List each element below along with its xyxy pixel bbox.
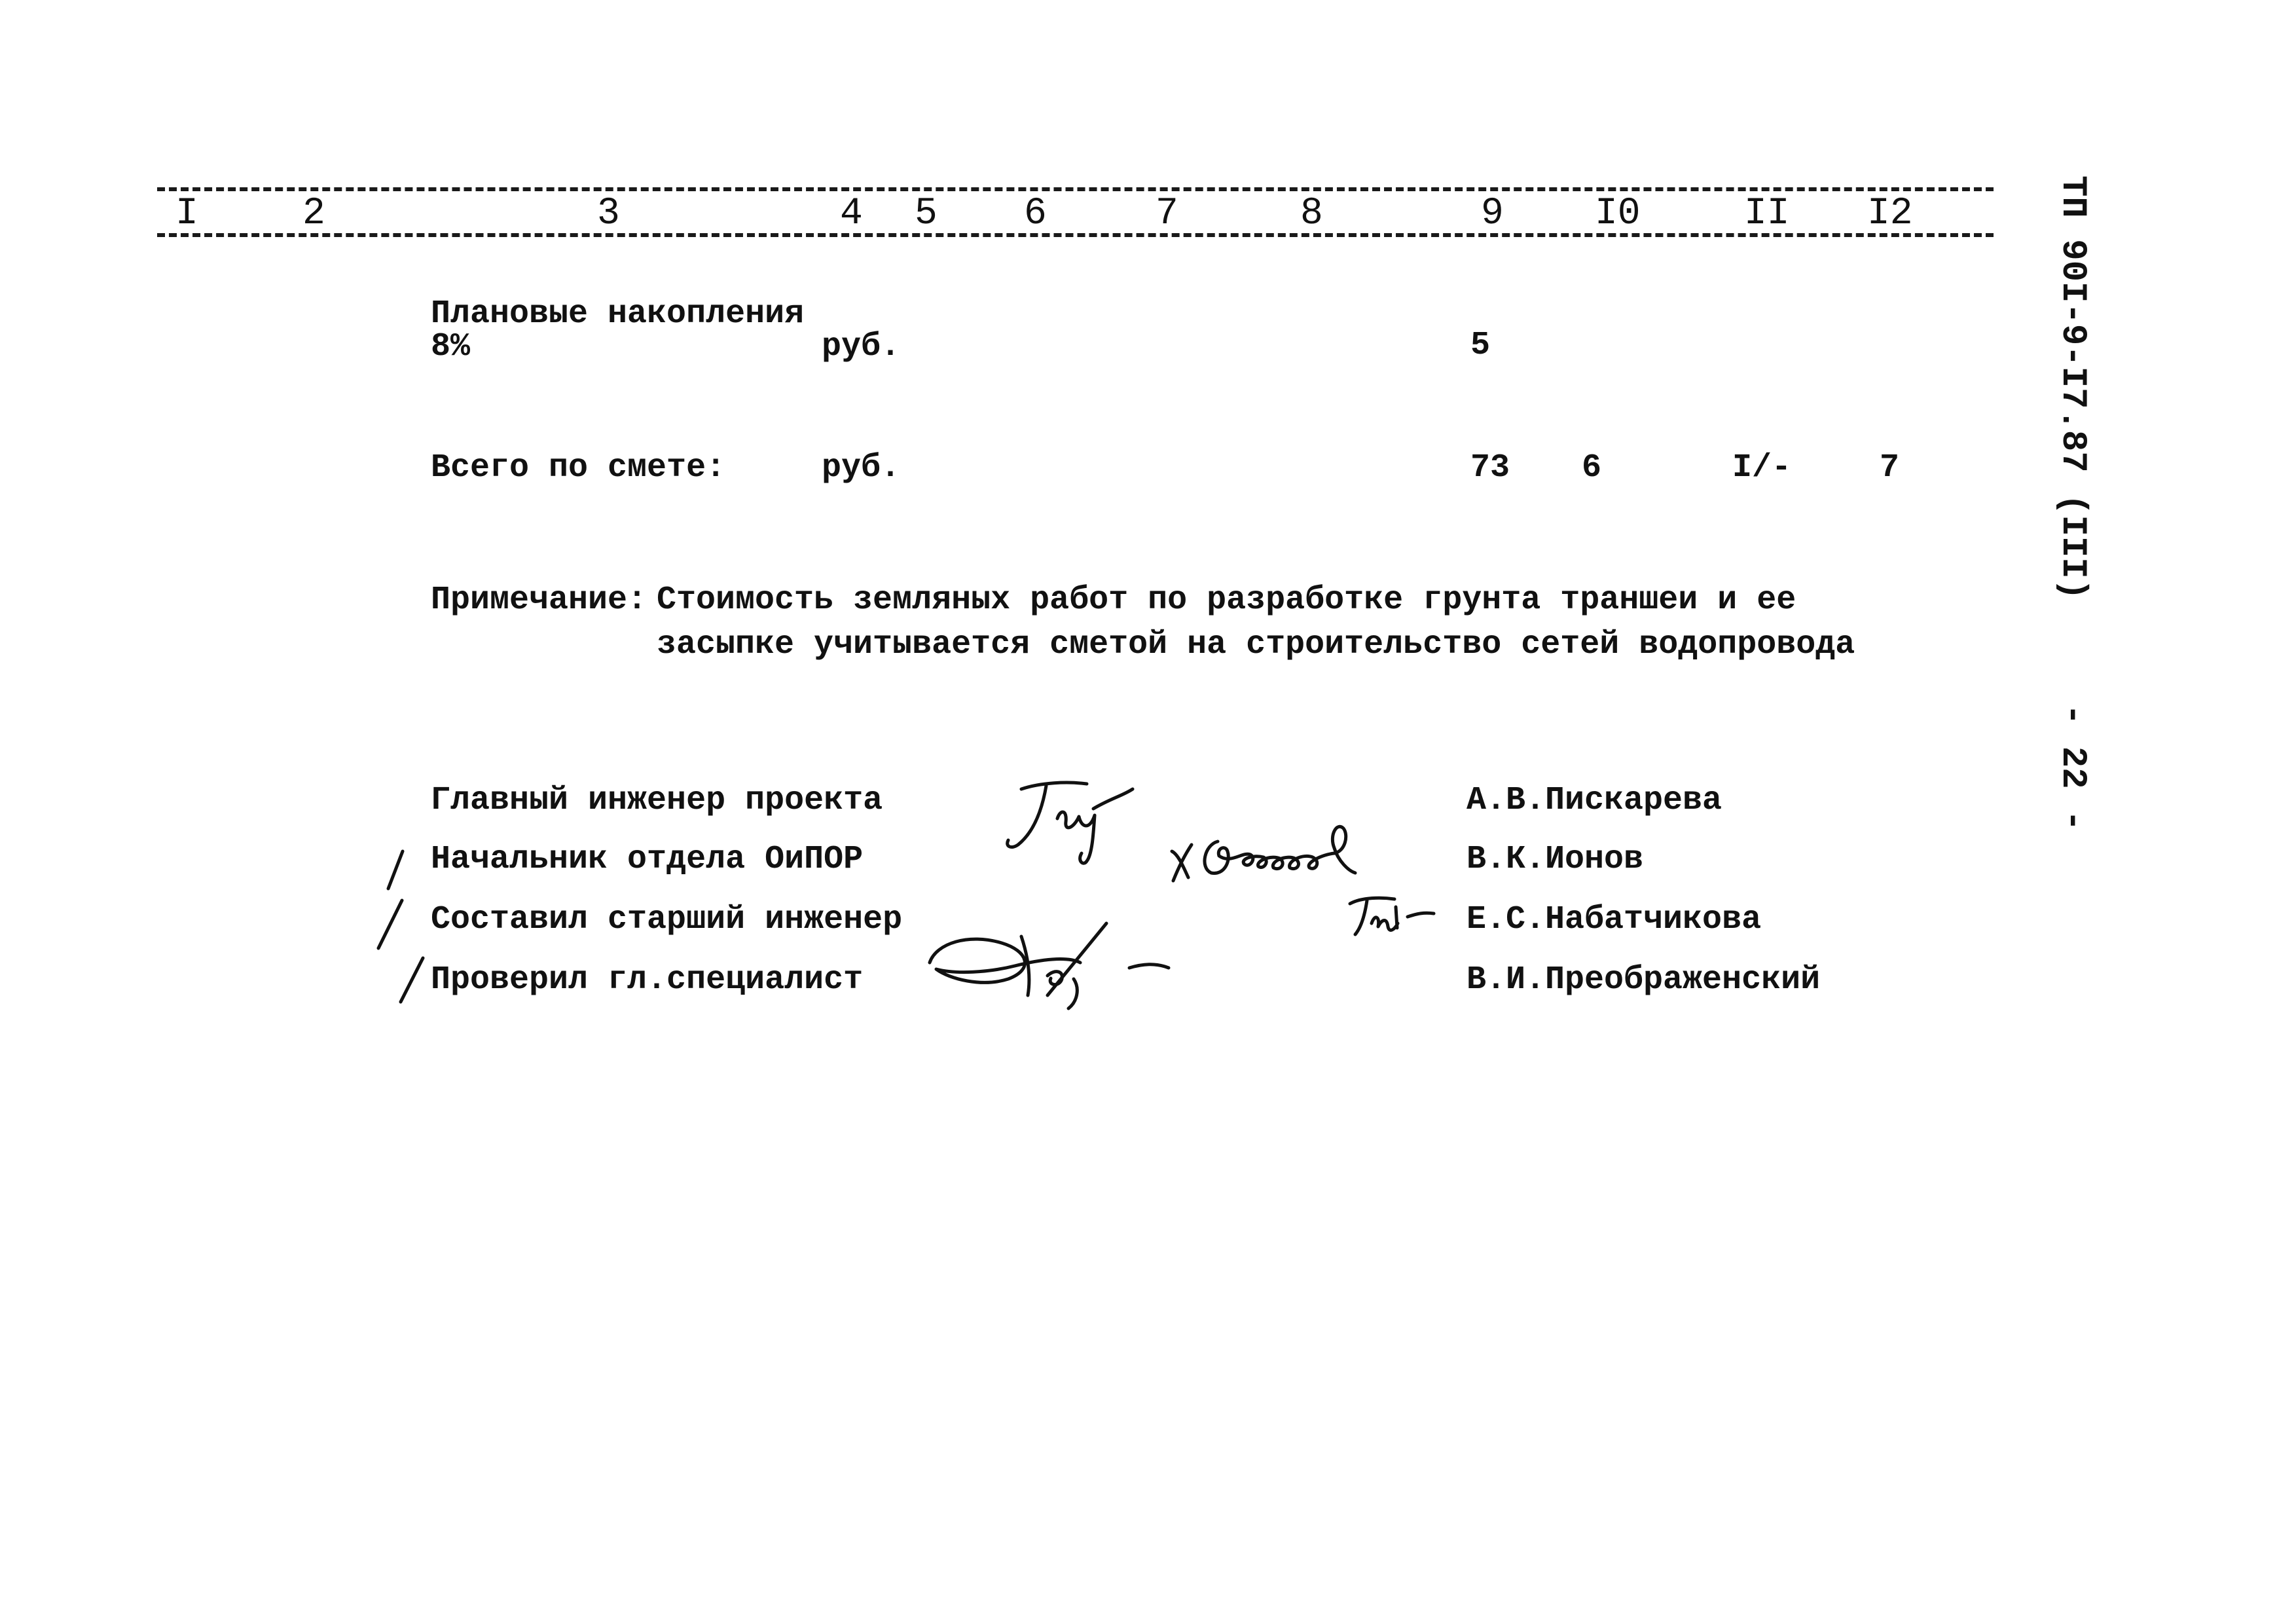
column-number: 2 bbox=[302, 193, 325, 235]
note-line-1: Стоимость земляных работ по разработке грунта траншеи и ее bbox=[657, 581, 1796, 619]
check-mark-icon bbox=[374, 897, 407, 953]
signature-name: А.В.Пискарева bbox=[1467, 782, 1722, 819]
signature-name: В.И.Преображенский bbox=[1467, 961, 1821, 999]
total-col10-value: 6 bbox=[1582, 449, 1602, 487]
column-number: 8 bbox=[1300, 193, 1323, 235]
column-number: 5 bbox=[915, 193, 938, 235]
signature-chief-engineer bbox=[995, 769, 1139, 868]
column-number: II bbox=[1744, 193, 1790, 235]
check-mark-icon bbox=[383, 848, 409, 894]
total-col9-value: 73 bbox=[1470, 449, 1510, 487]
signature-position: Главный инженер проекта bbox=[431, 782, 883, 819]
planned-col9-value: 5 bbox=[1470, 327, 1491, 364]
check-mark-icon bbox=[397, 955, 429, 1007]
column-number: 7 bbox=[1156, 193, 1178, 235]
page-number: - 22 - bbox=[2052, 704, 2092, 832]
header-top-rule bbox=[157, 187, 1994, 191]
signature-position: Начальник отдела ОиПОР bbox=[431, 841, 864, 878]
signature-senior-engineer bbox=[1342, 887, 1440, 946]
column-number: 9 bbox=[1481, 193, 1504, 235]
column-number: I bbox=[175, 193, 198, 235]
signature-position: Проверил гл.специалист bbox=[431, 961, 864, 999]
document-code: ТП 90I-9-I7.87 (III) bbox=[2052, 175, 2092, 600]
column-number: I2 bbox=[1867, 193, 1913, 235]
column-number: I0 bbox=[1595, 193, 1641, 235]
note-line-2: засыпке учитывается сметой на строительство сетей водопровода bbox=[657, 626, 1855, 663]
total-col12-value: 7 bbox=[1880, 449, 1900, 487]
signature-chief-specialist bbox=[917, 897, 1192, 1028]
signature-name: В.К.Ионов bbox=[1467, 841, 1644, 878]
column-number: 6 bbox=[1024, 193, 1047, 235]
signature-department-head bbox=[1165, 815, 1427, 894]
header-bottom-rule bbox=[157, 233, 1994, 237]
planned-unit: руб. bbox=[822, 328, 901, 365]
column-number: 3 bbox=[597, 193, 620, 235]
total-unit: руб. bbox=[822, 449, 901, 487]
total-label: Всего по смете: bbox=[431, 449, 726, 487]
signature-name: Е.С.Набатчикова bbox=[1467, 901, 1762, 938]
planned-label: Плановые накопления bbox=[431, 295, 805, 333]
signature-position: Составил старший инженер bbox=[431, 901, 903, 938]
note-label: Примечание: bbox=[431, 581, 647, 619]
planned-percent: 8% bbox=[431, 328, 471, 365]
column-number: 4 bbox=[840, 193, 863, 235]
total-col11-value: I/- bbox=[1732, 449, 1792, 487]
